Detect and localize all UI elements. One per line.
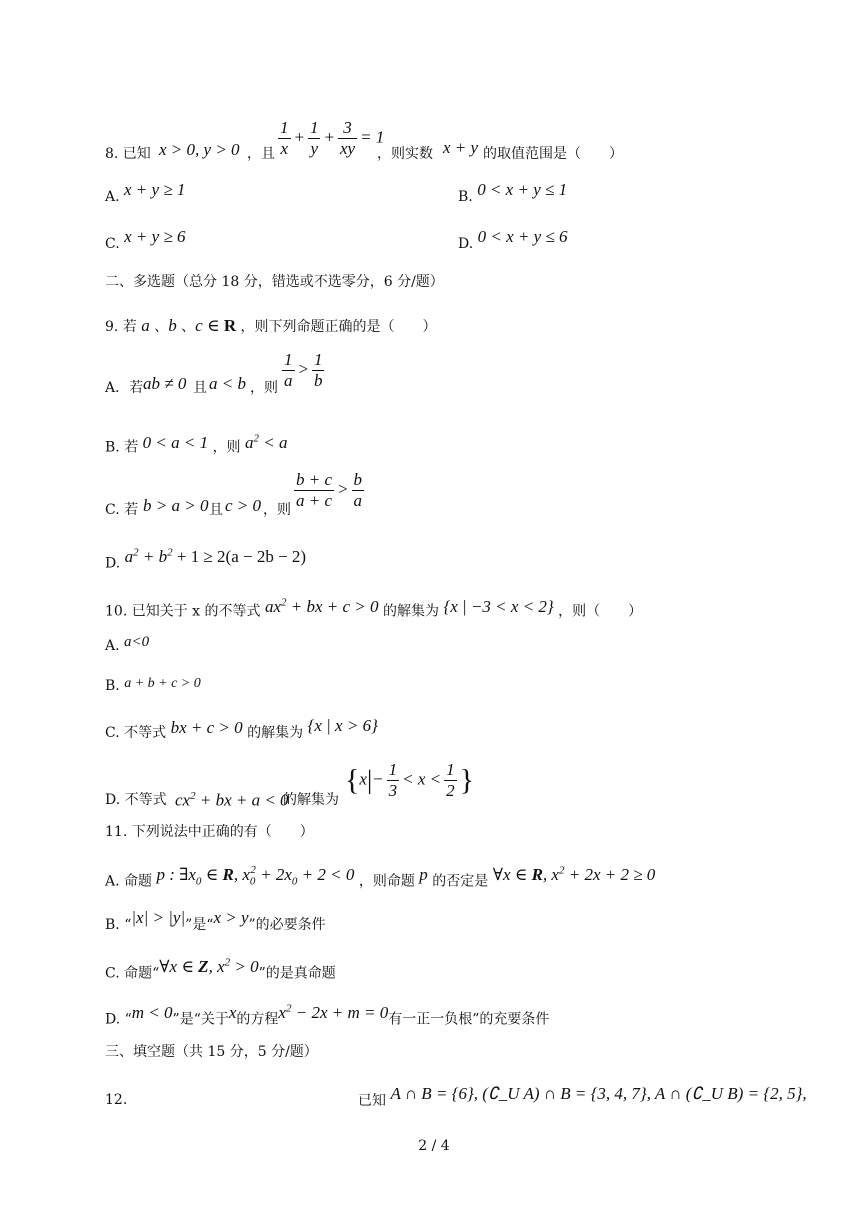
q9-c-then: ，则: [263, 502, 291, 518]
option-label: A.: [105, 638, 120, 654]
option-label: C. 不等式: [105, 725, 167, 741]
q8-number: 8. 已知: [105, 146, 151, 162]
q11-a-p: p: [419, 864, 428, 884]
option-label: D.: [458, 236, 474, 252]
q9-b-cond: 0 < a < 1: [142, 432, 209, 452]
document-page: 8. 已知 x > 0, y > 0 ，且 $\frac{1}{x}$ + $\frac{1}{y}$ + $\frac{3}{xy}$ = 1 ，则实数 x + y 的取值范围是（ ） A. x + y ≥ 1 B. 0 < x + y ≤ 1 C. x + y ≥ 6 D. 0 < x + y ≤ 6 二、多选题（总分 18 分，错选或不选零分，6 分/题） 9. 若 a 、b 、c ∈ R ，则下列命题正确的是（ ） A．若 ab ≠ 0 且 a < b ，则 $\frac{1}{a}$ > $\frac{1}{b}$ B. 若 0 < a < 1 ，则 $a^2 < a$ C. 若 b > a > 0 且 c > 0 ，则 $\frac{b + c}{a + c}$ > $\frac{b}{a}$ D. $a^2 + b^2 + 1 \ge 2(a - 2b - 2)$ 10. 已知关于 x 的不等式 $ax^2$ + bx + c > 0 的解集为 {x | −3 < x < 2} ，则（ ） A. a<0 B. a + b + c > 0 C. 不等式 bx + c > 0 的解集为 {x | x > 6} D. 不等式 $cx^2$ + bx + a < 0 的解集为 {x|− $\frac{1}{3}$ < x < $\frac{1}{2}$ } 11. 下列说法中正确的有（ ） A. 命题 p : $\exists x_0$ ∈ R, $x_0^2 + 2x_0 + 2 < 0$ ，则命题 p 的否定是 ∀x ∈ R, $x^2 + 2x + 2 \ge 0$ B. “|x| > |y|”是“x > y”的必要条件 C. 命题“∀x ∈ Z, $x^2 > 0$”的是真命题 D. “m < 0”是“关于x的方程$x^2 - 2x + m = 0$有一正一负根”的充要条件 三、填空题（共 15 分，5 分/题） 12. 已知 A ∩ B = {6}, (∁_U A) ∩ B = {3, 4, 7}, A ∩ (∁_U B) = {2, 5}, 2 / 4: [0, 0, 868, 1227]
q11-d-end: 有一正一负根”的充要条件: [388, 1011, 550, 1028]
q9-a-fraction: $\frac{1}{a}$ > $\frac{1}{b}$: [284, 350, 323, 390]
q11-b-cond2: x > y: [213, 908, 249, 927]
q9-a-cond2: a < b: [209, 374, 246, 393]
option-label: A. 命题: [105, 873, 153, 890]
q9-a-and: 且: [193, 380, 207, 396]
q8-and: ，且: [247, 146, 275, 162]
option-label: A.: [105, 189, 120, 205]
q11-b-mid: ”是“: [185, 917, 214, 933]
option-text: x + y ≥ 6: [124, 227, 186, 246]
q10-option-a: [105, 636, 149, 656]
option-label: B. 若: [105, 439, 139, 456]
option-label: C. 命题“: [105, 965, 160, 982]
q8-tail: ，则实数: [377, 146, 433, 162]
q8-condition: x > 0, y > 0: [159, 140, 240, 159]
q8-tail2: 的取值范围是（ ）: [483, 146, 623, 162]
q9-c-fraction: $\frac{b + c}{a + c}$ > $\frac{b}{a}$: [296, 470, 363, 510]
q11-stem: 11. 下列说法中正确的有（ ）: [105, 824, 314, 840]
q11-b-end: ”的必要条件: [248, 917, 326, 933]
q9-a-cond: ab ≠ 0: [143, 374, 187, 393]
option-text: a<0: [124, 634, 150, 650]
option-text: 0 < x + y ≤ 1: [477, 180, 568, 199]
q9-b-then: ，则: [212, 439, 241, 456]
q9-number: 9. 若: [105, 319, 137, 335]
q12-expr: A ∩ B = {6}, (∁_U A) ∩ B = {3, 4, 7}, A ∩ (∁_U B) = {2, 5},: [390, 1084, 807, 1103]
q11-option-b: [105, 908, 326, 935]
option-label: C.: [105, 236, 120, 252]
q8-option-d: [458, 227, 568, 254]
q10-mid: 的解集为: [382, 603, 439, 620]
q10-stem: 10. 已知关于 x 的不等式 $ax^2$ + bx + c > 0 的解集为 {x | −3 < x < 2} ，则（ ）: [105, 596, 643, 620]
q9-stem-end: ，则下列命题正确的是（ ）: [240, 319, 437, 335]
q8-xy: x + y: [443, 138, 479, 157]
q11-d-mid: ”是“关于: [172, 1011, 229, 1028]
q9-stem: 9. 若 a 、b 、c ∈ R ，则下列命题正确的是（ ）: [105, 316, 437, 335]
option-label: D. “: [105, 1011, 132, 1028]
q9-option-b: B. 若 0 < a < 1 ，则 $a^2 < a$: [105, 432, 288, 456]
q11-d-mid2: 的方程: [236, 1011, 279, 1028]
q11-option-a: A. 命题 p : $\exists x_0$ ∈ R, $x_0^2 + 2x_0 + 2 < 0$ ，则命题 p 的否定是 ∀x ∈ R, $x^2 + 2x + 2 \ge 0$: [105, 864, 656, 890]
section-2-heading: 二、多选题（总分 18 分，错选或不选零分，6 分/题）: [105, 274, 444, 290]
page-number: 2 / 4: [418, 1138, 450, 1154]
q11-option-d: D. “m < 0”是“关于x的方程$x^2 - 2x + m = 0$有一正一负根”的充要条件: [105, 1002, 550, 1028]
option-label: B. “: [105, 917, 132, 933]
q9-option-d: D. $a^2 + b^2 + 1 \ge 2(a - 2b - 2)$: [105, 546, 307, 572]
option-label: C. 若: [105, 502, 139, 518]
q8-option-b: [458, 180, 568, 207]
q12-known: 已知: [358, 1093, 386, 1109]
q8-option-c: [105, 227, 186, 254]
q12-expression: [358, 1084, 807, 1109]
q10-stem-end: ，则（ ）: [558, 603, 643, 620]
q12-number: 12.: [105, 1092, 128, 1108]
q8-eq-rest: = 1: [360, 127, 385, 147]
q9-c-cond: b > a > 0: [143, 496, 209, 515]
section-3-heading: 三、填空题（共 15 分，5 分/题）: [105, 1044, 318, 1060]
q10-set: {x | −3 < x < 2}: [443, 596, 554, 616]
option-label: A．若: [105, 380, 144, 396]
q11-d-cond: m < 0: [131, 1002, 173, 1022]
q11-d-x: x: [228, 1002, 237, 1022]
q9-a-then: ，则: [250, 380, 278, 396]
q10-d-mid: 的解集为: [283, 792, 339, 808]
q8-option-a: [105, 180, 186, 207]
option-text: a + b + c > 0: [124, 676, 201, 691]
q10-c-mid: 的解集为: [247, 725, 304, 741]
q9-d-expr: + 1 ≥ 2(a − 2b − 2): [176, 546, 307, 566]
q10-option-c: [105, 716, 378, 743]
option-label: D. 不等式: [105, 792, 167, 808]
q10-option-b: [105, 676, 201, 697]
q10-d-set: {x|− $\frac{1}{3}$ < x < $\frac{1}{2}$ }: [345, 760, 475, 800]
q8-equation: $\frac{1}{x}$ + $\frac{1}{y}$ + $\frac{3}{xy}$ = 1: [280, 118, 385, 158]
option-label: D.: [105, 555, 121, 572]
q11-c-end: ”的是真命题: [258, 965, 336, 982]
q11-b-cond: |x| > |y|: [131, 908, 186, 927]
q10-c-set: {x | x > 6}: [307, 716, 378, 735]
q11-a-mid: ，则命题: [358, 873, 415, 890]
q11-a-mid2: 的否定是: [432, 873, 489, 890]
q9-c-and: 且: [209, 502, 223, 518]
q10-number: 10. 已知关于 x 的不等式: [105, 603, 261, 620]
option-text: x + y ≥ 1: [124, 180, 186, 199]
option-label: B.: [105, 678, 120, 694]
q11-option-c: C. 命题“∀x ∈ Z, $x^2 > 0$”的是真命题: [105, 956, 336, 982]
q9-c-cond2: c > 0: [225, 496, 262, 515]
q10-c-ineq: bx + c > 0: [170, 718, 243, 737]
option-text: 0 < x + y ≤ 6: [477, 227, 568, 246]
option-label: B.: [458, 189, 473, 205]
